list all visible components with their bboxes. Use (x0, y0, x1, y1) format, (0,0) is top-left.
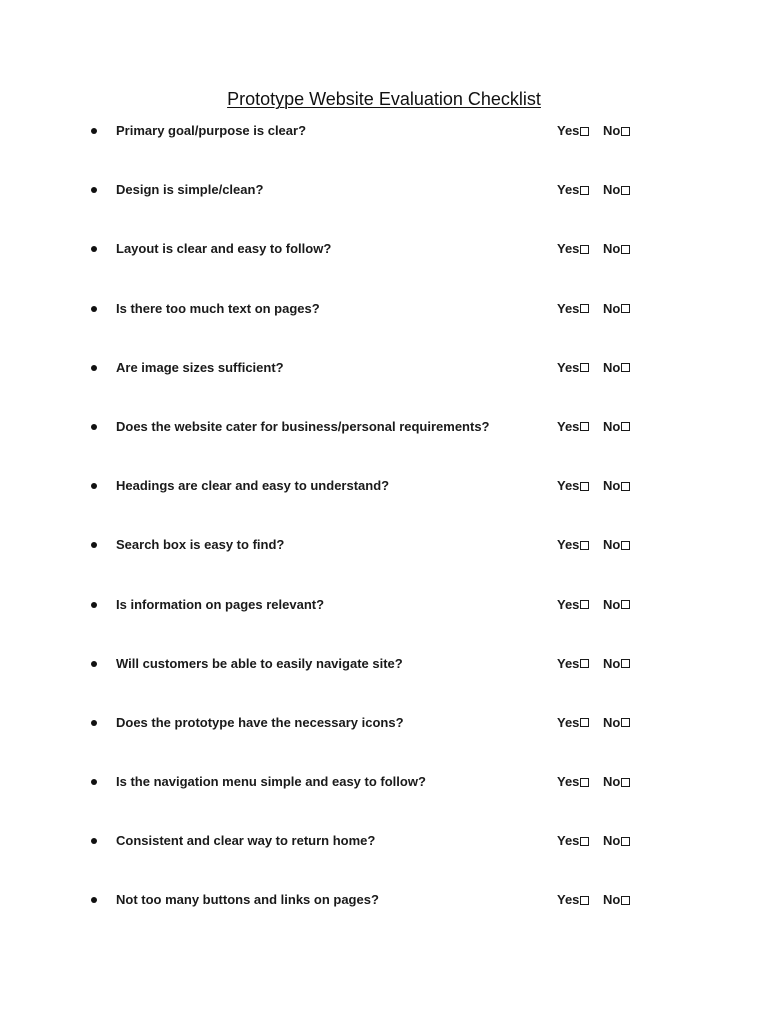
checklist-item (0, 831, 768, 890)
no-label: No (603, 182, 621, 198)
bullet-icon (91, 897, 97, 903)
no-checkbox[interactable] (621, 718, 630, 727)
checklist-question: Is the navigation menu simple and easy to follow? (116, 774, 426, 790)
no-label: No (603, 418, 621, 434)
yes-option[interactable] (557, 891, 589, 909)
bullet-icon (91, 246, 97, 252)
no-label: No (603, 774, 621, 790)
checklist-question: Layout is clear and easy to follow? (116, 241, 332, 257)
no-checkbox[interactable] (621, 482, 630, 491)
yes-option[interactable] (557, 300, 589, 318)
yes-label: Yes (557, 774, 580, 790)
yes-label: Yes (557, 241, 580, 257)
no-option[interactable] (603, 773, 630, 791)
yes-label: Yes (557, 418, 580, 434)
checklist-item (0, 358, 768, 417)
checklist-item (0, 713, 768, 772)
yes-option[interactable] (557, 122, 589, 140)
yes-option[interactable] (557, 536, 589, 554)
no-checkbox[interactable] (621, 837, 630, 846)
no-label: No (603, 714, 621, 730)
no-option[interactable] (603, 714, 630, 732)
no-option[interactable] (603, 655, 630, 673)
no-option[interactable] (603, 240, 630, 258)
checklist-item (0, 476, 768, 535)
bullet-icon (91, 602, 97, 608)
checklist-question: Consistent and clear way to return home? (116, 833, 376, 849)
bullet-icon (91, 306, 97, 312)
checklist-item (0, 890, 768, 949)
checklist-question: Does the website cater for business/personal requirements? (116, 418, 490, 434)
yes-checkbox[interactable] (580, 245, 589, 254)
no-checkbox[interactable] (621, 659, 630, 668)
no-label: No (603, 596, 621, 612)
bullet-icon (91, 365, 97, 371)
no-checkbox[interactable] (621, 363, 630, 372)
no-checkbox[interactable] (621, 127, 630, 136)
checklist-item (0, 595, 768, 654)
yes-label: Yes (557, 892, 580, 908)
checklist-item (0, 417, 768, 476)
yes-label: Yes (557, 123, 580, 138)
yes-option[interactable] (557, 359, 589, 377)
yes-label: Yes (557, 714, 580, 730)
page-title: Prototype Website Evaluation Checklist (227, 89, 541, 109)
bullet-icon (91, 661, 97, 667)
yes-label: Yes (557, 300, 580, 316)
checklist-question: Does the prototype have the necessary icons? (116, 714, 404, 730)
no-label: No (603, 833, 621, 849)
yes-checkbox[interactable] (580, 482, 589, 491)
checklist-question: Primary goal/purpose is clear? (116, 123, 307, 138)
bullet-icon (91, 542, 97, 548)
yes-label: Yes (557, 478, 580, 494)
no-label: No (603, 300, 621, 316)
yes-checkbox[interactable] (580, 127, 589, 136)
no-checkbox[interactable] (621, 896, 630, 905)
bullet-icon (91, 424, 97, 430)
checklist-question: Are image sizes sufficient? (116, 359, 284, 375)
yes-option[interactable] (557, 714, 589, 732)
no-checkbox[interactable] (621, 245, 630, 254)
yes-option[interactable] (557, 181, 589, 199)
no-option[interactable] (603, 596, 630, 614)
no-label: No (603, 241, 621, 257)
no-option[interactable] (603, 477, 630, 495)
yes-label: Yes (557, 833, 580, 849)
no-checkbox[interactable] (621, 304, 630, 313)
yes-label: Yes (557, 655, 580, 671)
checklist-question: Is information on pages relevant? (116, 596, 325, 612)
no-option[interactable] (603, 418, 630, 436)
yes-checkbox[interactable] (580, 718, 589, 727)
yes-option[interactable] (557, 240, 589, 258)
checklist-item (0, 180, 768, 239)
checklist-item (0, 121, 768, 180)
yes-label: Yes (557, 359, 580, 375)
bullet-icon (91, 187, 97, 193)
checklist (0, 121, 768, 950)
bullet-icon (91, 720, 97, 726)
yes-checkbox[interactable] (580, 837, 589, 846)
yes-option[interactable] (557, 418, 589, 436)
no-label: No (603, 478, 621, 494)
no-label: No (603, 123, 621, 138)
yes-checkbox[interactable] (580, 422, 589, 431)
bullet-icon (91, 128, 97, 134)
yes-option[interactable] (557, 655, 589, 673)
checklist-question: Not too many buttons and links on pages? (116, 892, 379, 908)
yes-checkbox[interactable] (580, 304, 589, 313)
yes-checkbox[interactable] (580, 659, 589, 668)
no-option[interactable] (603, 300, 630, 318)
checklist-question: Is there too much text on pages? (116, 300, 320, 316)
yes-checkbox[interactable] (580, 363, 589, 372)
no-label: No (603, 892, 621, 908)
no-option[interactable] (603, 122, 630, 140)
checklist-question: Search box is easy to find? (116, 537, 285, 553)
bullet-icon (91, 483, 97, 489)
checklist-question: Design is simple/clean? (116, 182, 264, 198)
no-checkbox[interactable] (621, 541, 630, 550)
checklist-item (0, 772, 768, 831)
yes-option[interactable] (557, 477, 589, 495)
no-label: No (603, 655, 621, 671)
yes-checkbox[interactable] (580, 778, 589, 787)
no-option[interactable] (603, 536, 630, 554)
checklist-question: Headings are clear and easy to understand? (116, 478, 390, 494)
no-label: No (603, 537, 621, 553)
yes-option[interactable] (557, 596, 589, 614)
yes-checkbox[interactable] (580, 541, 589, 550)
no-label: No (603, 359, 621, 375)
checklist-item (0, 239, 768, 298)
yes-label: Yes (557, 537, 580, 553)
no-option[interactable] (603, 359, 630, 377)
no-option[interactable] (603, 891, 630, 909)
no-checkbox[interactable] (621, 186, 630, 195)
yes-checkbox[interactable] (580, 186, 589, 195)
yes-label: Yes (557, 596, 580, 612)
yes-label: Yes (557, 182, 580, 198)
checklist-item (0, 654, 768, 713)
bullet-icon (91, 838, 97, 844)
bullet-icon (91, 779, 97, 785)
yes-checkbox[interactable] (580, 896, 589, 905)
checklist-item (0, 535, 768, 594)
no-checkbox[interactable] (621, 778, 630, 787)
no-checkbox[interactable] (621, 600, 630, 609)
yes-checkbox[interactable] (580, 600, 589, 609)
no-checkbox[interactable] (621, 422, 630, 431)
no-option[interactable] (603, 181, 630, 199)
checklist-question: Will customers be able to easily navigate site? (116, 655, 403, 671)
no-option[interactable] (603, 832, 630, 850)
yes-option[interactable] (557, 773, 589, 791)
checklist-item (0, 299, 768, 358)
yes-option[interactable] (557, 832, 589, 850)
